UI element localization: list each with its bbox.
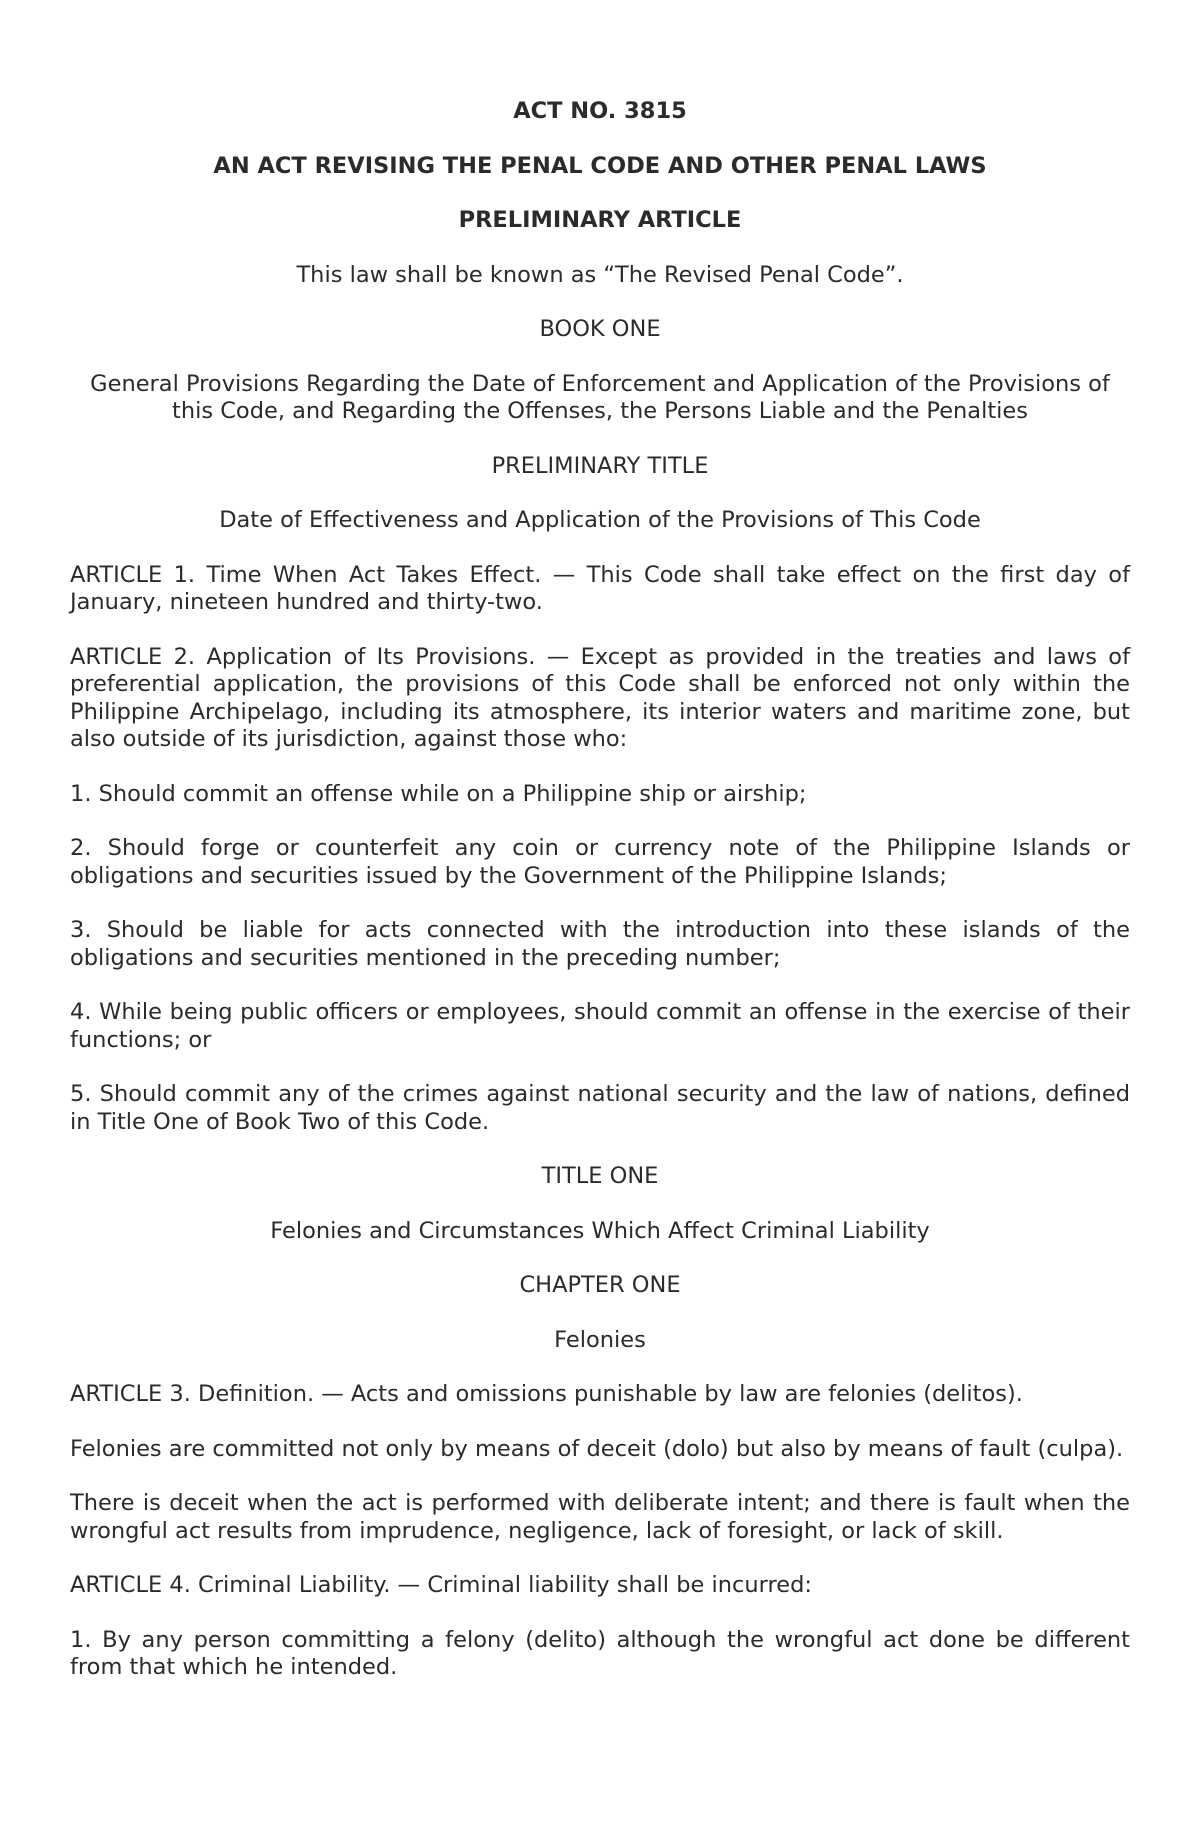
chapter-one-subtitle: Felonies: [554, 1326, 646, 1353]
article-2-item-4: 4. While being public officers or employees, should commit an offense in the exercise of their functions; or: [70, 999, 1130, 1053]
article-3-paragraph-1: Felonies are committed not only by means of deceit (dolo) but also by means of fault (culpa).: [70, 1435, 1124, 1462]
book-one-subtitle: General Provisions Regarding the Date of Enforcement and Application of the Provisions of this Code, and Regarding the Offenses, the Persons Liable and the Penalties: [90, 370, 1110, 424]
article-2-item-2: 2. Should forge or counterfeit any coin or currency note of the Philippine Islands or obligations and securities issued by the Government of the Philippine Islands;: [70, 835, 1130, 889]
article-3: ARTICLE 3. Definition. — Acts and omissions punishable by law are felonies (delitos).: [70, 1381, 1023, 1407]
document-page: [70, 98, 1130, 1709]
title-one-heading: TITLE ONE: [541, 1163, 659, 1189]
article-2-item-5: 5. Should commit any of the crimes against national security and the law of nations, defined in Title One of Book Two of this Code.: [70, 1081, 1130, 1135]
article-4: ARTICLE 4. Criminal Liability. — Criminal liability shall be incurred:: [70, 1572, 812, 1598]
article-3-paragraph-2: There is deceit when the act is performed with deliberate intent; and there is fault when the wrongful act results from imprudence, negligence, lack of foresight, or lack of skill.: [70, 1490, 1130, 1544]
preliminary-title-heading: PRELIMINARY TITLE: [491, 452, 709, 479]
article-1: ARTICLE 1. Time When Act Takes Effect. — This Code shall take effect on the first day of January, nineteen hundred and thirty-two.: [70, 561, 1130, 615]
book-one-heading: BOOK ONE: [539, 316, 661, 342]
title-one-subtitle: Felonies and Circumstances Which Affect Criminal Liability: [270, 1217, 930, 1244]
preliminary-title-subtitle: Date of Effectiveness and Application of the Provisions of This Code: [219, 507, 981, 533]
chapter-one-heading: CHAPTER ONE: [519, 1272, 681, 1298]
article-4-item-1: 1. By any person committing a felony (delito) although the wrongful act done be different from that which he intended.: [70, 1626, 1130, 1680]
preliminary-article-text: This law shall be known as “The Revised Penal Code”.: [296, 261, 904, 288]
act-title: AN ACT REVISING THE PENAL CODE AND OTHER PENAL LAWS: [213, 152, 987, 179]
act-number: ACT NO. 3815: [513, 98, 687, 124]
article-2: ARTICLE 2. Application of Its Provisions. — Except as provided in the treaties and laws of preferential application, the provisions of this Code shall be enforced not only within the Philippine Archipelago, including its atmosphere, its interior waters and maritime zone, but also outside of its jurisdiction, against those who:: [70, 643, 1130, 752]
article-2-item-3: 3. Should be liable for acts connected with the introduction into these islands of the obligations and securities mentioned in the preceding number;: [70, 917, 1130, 971]
preliminary-article-heading: PRELIMINARY ARTICLE: [458, 207, 742, 233]
article-2-item-1: 1. Should commit an offense while on a Philippine ship or airship;: [70, 780, 807, 807]
